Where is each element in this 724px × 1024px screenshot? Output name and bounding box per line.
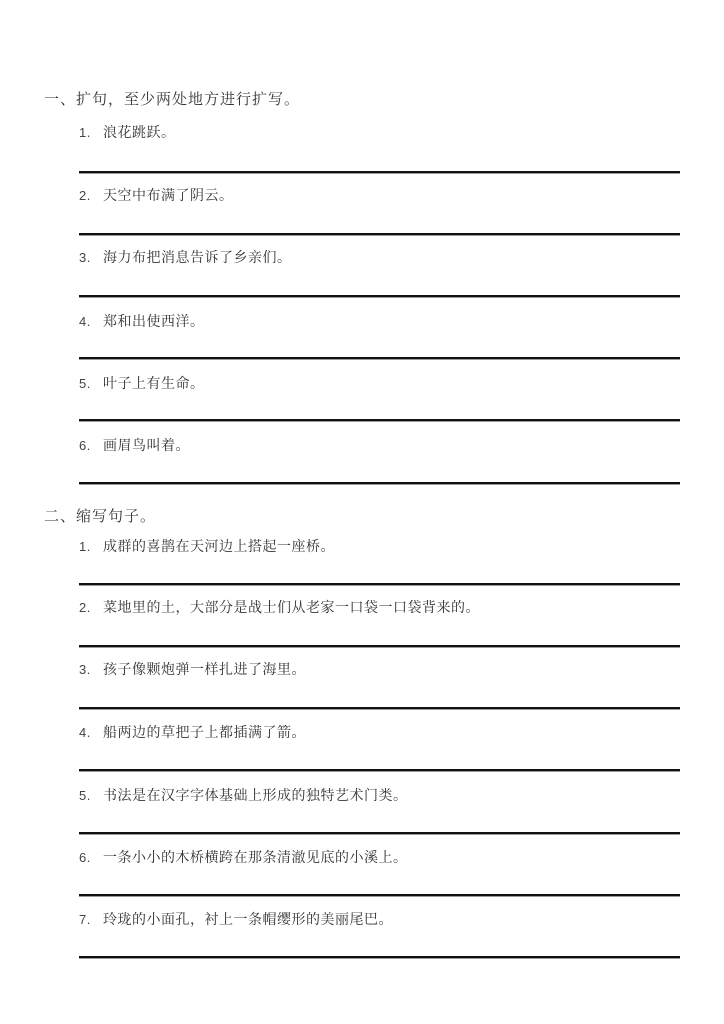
question-1-5 xyxy=(79,373,205,393)
answer-line-1-6[interactable] xyxy=(79,482,680,485)
question-2-2 xyxy=(79,597,480,617)
question-text: 郑和出使西洋。 xyxy=(103,314,205,330)
question-text: 画眉鸟叫着。 xyxy=(103,438,190,454)
question-number: 5. xyxy=(79,788,91,803)
question-text: 海力布把消息告诉了乡亲们。 xyxy=(103,250,292,266)
answer-line-2-4[interactable] xyxy=(79,769,680,772)
question-2-7 xyxy=(79,909,393,929)
question-text: 成群的喜鹊在天河边上搭起一座桥。 xyxy=(103,539,335,555)
question-2-5 xyxy=(79,785,408,805)
question-2-1 xyxy=(79,536,335,556)
question-number: 2. xyxy=(79,600,91,615)
answer-line-2-7[interactable] xyxy=(79,956,680,959)
answer-line-2-6[interactable] xyxy=(79,894,680,897)
question-number: 4. xyxy=(79,725,91,740)
question-text: 玲珑的小面孔，衬上一条帽缨形的美丽尾巴。 xyxy=(103,912,393,928)
question-1-4 xyxy=(79,311,205,331)
question-2-3 xyxy=(79,659,306,679)
question-number: 3. xyxy=(79,662,91,677)
question-number: 1. xyxy=(79,539,91,554)
question-number: 4. xyxy=(79,314,91,329)
question-text: 孩子像颗炮弹一样扎进了海里。 xyxy=(103,662,306,678)
question-text: 叶子上有生命。 xyxy=(103,376,205,392)
question-number: 5. xyxy=(79,376,91,391)
question-text: 书法是在汉字字体基础上形成的独特艺术门类。 xyxy=(103,788,408,804)
answer-line-2-3[interactable] xyxy=(79,707,680,710)
question-text: 船两边的草把子上都插满了箭。 xyxy=(103,725,306,741)
question-2-6 xyxy=(79,847,408,867)
question-1-2 xyxy=(79,185,234,205)
question-number: 6. xyxy=(79,438,91,453)
question-number: 1. xyxy=(79,125,91,140)
answer-line-1-2[interactable] xyxy=(79,233,680,236)
section-1-heading: 一、扩句，至少两处地方进行扩写。 xyxy=(44,90,301,108)
answer-line-2-5[interactable] xyxy=(79,832,680,835)
question-1-6 xyxy=(79,435,190,455)
question-text: 一条小小的木桥横跨在那条清澈见底的小溪上。 xyxy=(103,850,408,866)
question-text: 菜地里的土，大部分是战士们从老家一口袋一口袋背来的。 xyxy=(103,600,480,616)
answer-line-2-2[interactable] xyxy=(79,645,680,648)
question-number: 6. xyxy=(79,850,91,865)
answer-line-1-3[interactable] xyxy=(79,295,680,298)
question-text: 浪花跳跃。 xyxy=(103,125,176,141)
section-2-heading: 二、缩写句子。 xyxy=(44,507,157,525)
question-2-4 xyxy=(79,722,306,742)
answer-line-1-1[interactable] xyxy=(79,171,680,174)
question-number: 2. xyxy=(79,188,91,203)
question-1-1 xyxy=(79,122,176,142)
question-text: 天空中布满了阴云。 xyxy=(103,188,234,204)
question-number: 3. xyxy=(79,250,91,265)
question-1-3 xyxy=(79,247,292,267)
question-number: 7. xyxy=(79,912,91,927)
answer-line-1-4[interactable] xyxy=(79,357,680,360)
answer-line-1-5[interactable] xyxy=(79,419,680,422)
answer-line-2-1[interactable] xyxy=(79,583,680,586)
